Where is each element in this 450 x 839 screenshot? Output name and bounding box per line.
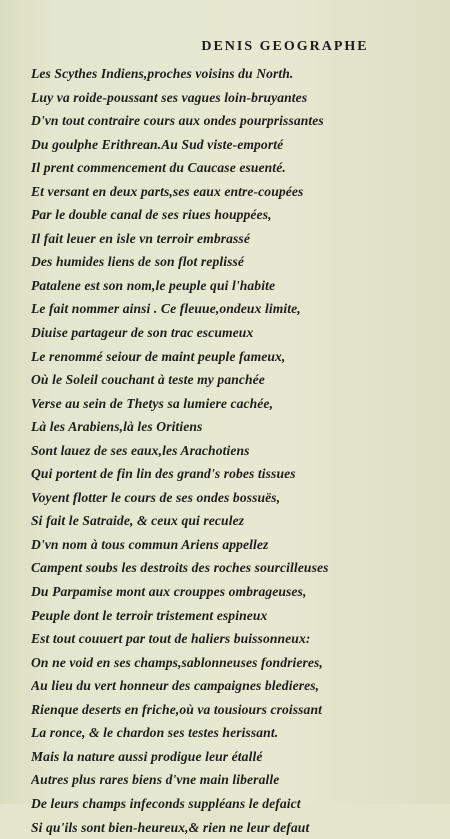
verse-line: Le fait nommer ainsi . Ce fleuue,ondeux limite, [31, 297, 420, 321]
verse-line: Par le double canal de ses riues houppées, [31, 203, 420, 227]
verse-line: Sont lauez de ses eaux,les Arachotiens [31, 439, 420, 463]
verse-line: D'vn nom à tous commun Ariens appellez [31, 533, 420, 557]
verse-line: Peuple dont le terroir tristement espineux [31, 604, 420, 628]
verse-line: Diuise partageur de son trac escumeux [31, 321, 420, 345]
verse-block [31, 62, 420, 839]
verse-line: Des humides liens de son flot replissé [31, 250, 420, 274]
verse-line: Il prent commencement du Caucase esuenté. [31, 156, 420, 180]
verse-line: Où le Soleil couchant à teste my panchée [31, 368, 420, 392]
verse-line: Et versant en deux parts,ses eaux entre-coupées [31, 180, 420, 204]
verse-line: Voyent flotter le cours de ses ondes bossuës, [31, 486, 420, 510]
verse-line: Rienque deserts en friche,où va tousiours croissant [31, 698, 420, 722]
verse-line: De leurs champs infeconds suppléans le defaict [31, 792, 420, 816]
verse-line: Luy va roide-poussant ses vagues loin-bruyantes [31, 86, 420, 110]
verse-line: Le renommé seiour de maint peuple fameux, [31, 345, 420, 369]
verse-line: La ronce, & le chardon ses testes herissant. [31, 721, 420, 745]
running-head: DENIS GEOGRAPHE [201, 39, 368, 55]
verse-line: Si fait le Satraide, & ceux qui reculez [31, 509, 420, 533]
verse-line: On ne void en ses champs,sablonneuses fondrieres, [31, 651, 420, 675]
verse-line: Qui portent de fin lin des grand's robes tissues [31, 462, 420, 486]
verse-line: Les Scythes Indiens,proches voisins du North. [31, 62, 420, 86]
verse-line: Du Parpamise mont aux crouppes ombrageuses, [31, 580, 420, 604]
verse-line: Autres plus rares biens d'vne main liberalle [31, 768, 420, 792]
verse-line: Campent soubs les destroits des roches sourcilleuses [31, 556, 420, 580]
verse-line: Il fait leuer en isle vn terroir embrassé [31, 227, 420, 251]
page-header [0, 37, 450, 55]
verse-line: Mais la nature aussi prodigue leur étallé [31, 745, 420, 769]
verse-line: Du goulphe Erithrean.Au Sud viste-emporté [31, 133, 420, 157]
verse-line: D'vn tout contraire cours aux ondes pourprissantes [31, 109, 420, 133]
verse-line: Si qu'ils sont bien-heureux,& rien ne leur defaut [31, 816, 420, 839]
verse-line: Patalene est son nom,le peuple qui l'habite [31, 274, 420, 298]
verse-line: Est tout couuert par tout de haliers buissonneux: [31, 627, 420, 651]
verse-line: Verse au sein de Thetys sa lumiere cachée, [31, 392, 420, 416]
verse-line: Au lieu du vert honneur des campaignes bledieres, [31, 674, 420, 698]
verse-line: Là les Arabiens,là les Oritiens [31, 415, 420, 439]
